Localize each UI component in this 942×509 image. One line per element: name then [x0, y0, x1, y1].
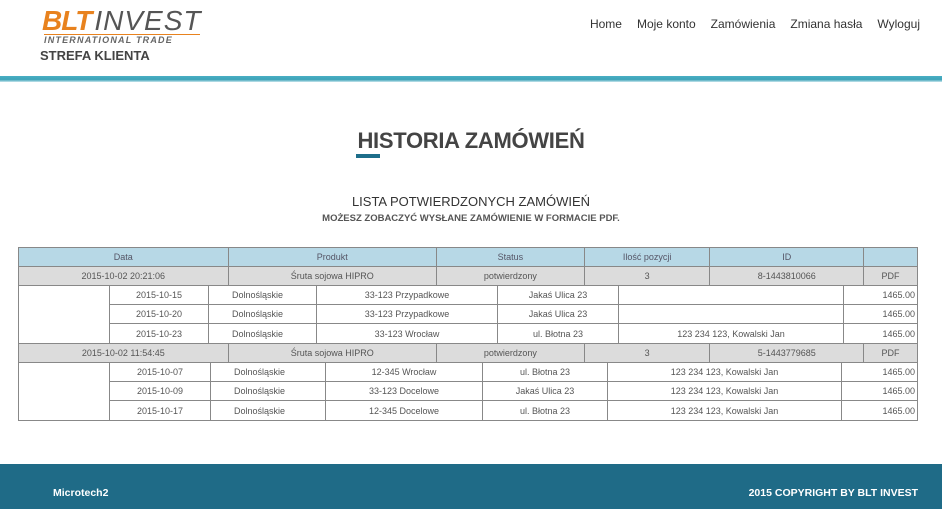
item-region: Dolnośląskie — [209, 324, 317, 343]
orders-table — [18, 247, 918, 421]
item-city: 12-345 Docelowe — [326, 401, 483, 420]
order-item-row — [110, 382, 917, 401]
nav-my-account[interactable]: Moje konto — [636, 17, 696, 31]
nav-change-password[interactable]: Zmiana hasła — [790, 17, 863, 31]
site-footer — [0, 464, 942, 509]
header-status: Status — [437, 248, 585, 266]
item-region: Dolnośląskie — [211, 401, 326, 420]
order-row[interactable] — [19, 267, 917, 286]
item-amount: 1465.00 — [882, 309, 915, 319]
item-contact: 123 234 123, Kowalski Jan — [608, 382, 842, 400]
order-item-row — [110, 286, 917, 305]
table-header-row — [19, 248, 917, 267]
item-street: ul. Błotna 23 — [483, 401, 608, 420]
item-date: 2015-10-17 — [110, 401, 211, 420]
item-contact: 123 234 123, Kowalski Jan — [608, 363, 842, 381]
order-date: 2015-10-02 20:21:06 — [19, 267, 229, 285]
item-date: 2015-10-15 — [110, 286, 209, 304]
logo-tagline: INTERNATIONAL TRADE — [44, 34, 200, 45]
item-contact — [619, 286, 844, 304]
item-street: Jakaś Ulica 23 — [498, 305, 619, 323]
item-date: 2015-10-20 — [110, 305, 209, 323]
item-amount: 1465.00 — [882, 367, 915, 377]
order-status: potwierdzony — [437, 267, 585, 285]
order-product: Śruta sojowa HIPRO — [229, 267, 438, 285]
item-region: Dolnośląskie — [209, 305, 317, 323]
item-region: Dolnośląskie — [211, 363, 326, 381]
order-item-row — [110, 363, 917, 382]
item-street: ul. Błotna 23 — [498, 324, 619, 343]
logo-invest-text: INVEST — [94, 5, 202, 36]
footer-copyright: 2015 COPYRIGHT BY BLT INVEST — [748, 487, 918, 499]
header-product: Produkt — [229, 248, 438, 266]
header-item-count: Ilość pozycji — [585, 248, 711, 266]
order-product: Śruta sojowa HIPRO — [229, 344, 438, 362]
item-city: 33-123 Wrocław — [317, 324, 498, 343]
list-subtitle: MOŻESZ ZOBACZYĆ WYSŁANE ZAMÓWIENIE W FORMACIE PDF. — [322, 213, 620, 224]
item-city: 33-123 Przypadkowe — [317, 305, 498, 323]
item-contact: 123 234 123, Kowalski Jan — [608, 401, 842, 420]
item-city: 33-123 Docelowe — [326, 382, 483, 400]
nav-orders[interactable]: Zamówienia — [710, 17, 776, 31]
order-items-block — [19, 363, 917, 420]
header-pdf — [864, 248, 917, 266]
item-street: ul. Błotna 23 — [483, 363, 608, 381]
item-amount: 1465.00 — [882, 328, 915, 339]
item-city: 33-123 Przypadkowe — [317, 286, 498, 304]
item-region: Dolnośląskie — [211, 382, 326, 400]
client-zone-label: STREFA KLIENTA — [40, 48, 150, 63]
order-items-block — [19, 286, 917, 344]
item-contact — [619, 305, 844, 323]
main-nav — [590, 17, 920, 31]
item-date: 2015-10-09 — [110, 382, 211, 400]
item-date: 2015-10-23 — [110, 324, 209, 343]
title-underline — [356, 154, 380, 158]
order-row[interactable] — [19, 344, 917, 363]
logo-blt-text: BLT — [42, 5, 92, 36]
order-id: 5-1443779685 — [710, 344, 864, 362]
page-title: HISTORIA ZAMÓWIEŃ — [357, 128, 585, 153]
nav-logout[interactable]: Wyloguj — [877, 17, 920, 31]
order-item-count: 3 — [585, 267, 711, 285]
order-item-row — [110, 324, 917, 343]
site-header — [0, 0, 942, 77]
item-amount: 1465.00 — [882, 290, 915, 300]
blt-invest-logo[interactable] — [42, 6, 202, 46]
item-street: Jakaś Ulica 23 — [498, 286, 619, 304]
order-date: 2015-10-02 11:54:45 — [19, 344, 229, 362]
item-region: Dolnośląskie — [209, 286, 317, 304]
order-pdf-link[interactable]: PDF — [881, 271, 900, 281]
order-items-table — [110, 363, 917, 420]
item-contact: 123 234 123, Kowalski Jan — [619, 324, 844, 343]
order-pdf-link[interactable]: PDF — [881, 348, 900, 358]
order-status: potwierdzony — [437, 344, 585, 362]
order-id: 8-1443810066 — [710, 267, 864, 285]
list-title: LISTA POTWIERDZONYCH ZAMÓWIEŃ — [351, 194, 591, 209]
order-item-row — [110, 305, 917, 324]
item-amount: 1465.00 — [882, 405, 915, 416]
header-date: Data — [19, 248, 229, 266]
footer-credit: Microtech2 — [53, 487, 109, 499]
order-item-count: 3 — [585, 344, 711, 362]
item-street: Jakaś Ulica 23 — [483, 382, 608, 400]
item-amount: 1465.00 — [882, 386, 915, 396]
order-item-row — [110, 401, 917, 420]
item-date: 2015-10-07 — [110, 363, 211, 381]
item-city: 12-345 Wrocław — [326, 363, 483, 381]
header-divider-bar — [0, 76, 942, 82]
order-items-table — [110, 286, 917, 343]
nav-home[interactable]: Home — [589, 17, 622, 31]
header-id: ID — [710, 248, 864, 266]
